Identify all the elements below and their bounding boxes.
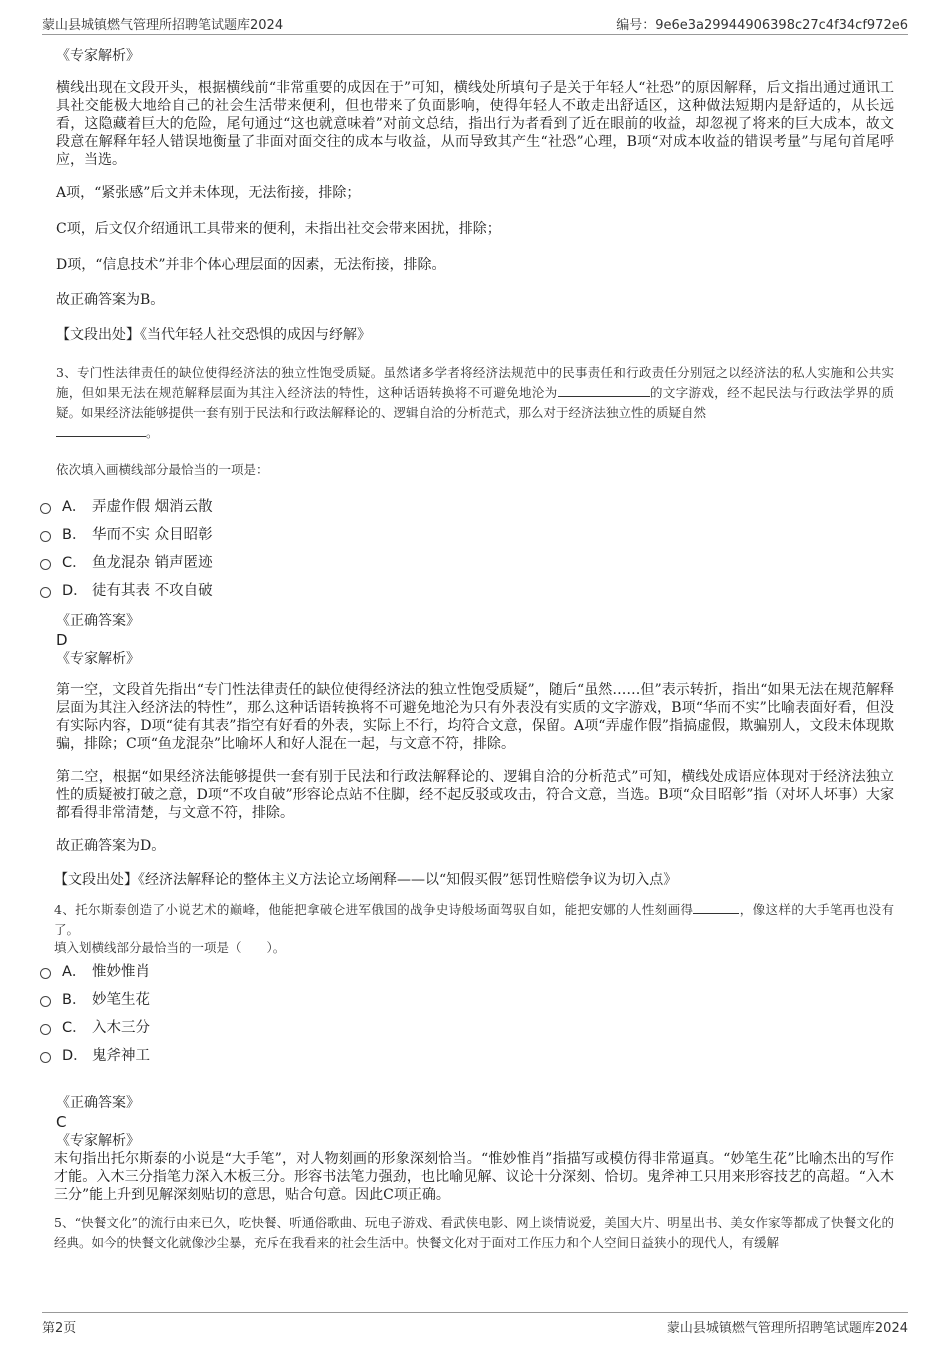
q4-stem-part1: 4、托尔斯泰创造了小说艺术的巅峰，他能把拿破仑进军俄国的战争史诗般场面驾驭自如，能把安娜的人性刻画得: [54, 902, 694, 917]
header-serial: 编号：9e6e3a29944906398c27c4f34cf972e6: [616, 18, 908, 33]
footer-page-number: 第2页: [42, 1321, 77, 1336]
option-letter: C．: [62, 1020, 87, 1036]
q3-stem: [56, 363, 894, 443]
radio-icon[interactable]: [40, 996, 51, 1007]
radio-icon[interactable]: [40, 531, 51, 542]
q4-analysis-label: 《专家解析》: [56, 1133, 140, 1149]
option-letter: D．: [62, 583, 88, 599]
q2-analysis-a: A项，“紧张感”后文并未体现，无法衔接，排除；: [56, 185, 361, 201]
page-content: [56, 44, 894, 1253]
option-text: 弄虚作假 烟消云散: [92, 499, 213, 515]
q3-blank-1: [558, 384, 650, 397]
option-text: 徒有其表 不攻自破: [92, 583, 213, 599]
q3-stem-part1: 3、专门性法律责任的缺位使得经济法的独立性饱受质疑。虽然诸多学者将经济法规范中的民事责任和行政责任分别冠之以经济法的私人实施和公共实施，但如果无法在规范解释层面为其注入经济法的特性，这种话语转换将不可避免地沦为: [56, 365, 894, 400]
q4-option-d[interactable]: [0, 1042, 894, 1070]
q3-prompt: 依次填入画横线部分最恰当的一项是：: [56, 462, 269, 477]
q3-analysis-label: 《专家解析》: [56, 651, 140, 667]
radio-icon[interactable]: [40, 559, 51, 570]
option-text: 华而不实 众目昭彰: [92, 527, 213, 543]
q4-option-a[interactable]: [0, 958, 894, 986]
radio-icon[interactable]: [40, 1052, 51, 1063]
radio-icon[interactable]: [40, 968, 51, 979]
page-header: [42, 12, 908, 35]
q5-stem: 5、“快餐文化”的流行由来已久，吃快餐、听通俗歌曲、玩电子游戏、看武侠电影、网上谈情说爱，美国大片、明星出书、美女作家等都成了快餐文化的经典。如今的快餐文化就像沙尘暴，充斥在我看来的社会生活中。快餐文化对于面对工作压力和个人空间日益狭小的现代人，有缓解: [54, 1215, 894, 1250]
q3-blank-2: [56, 424, 146, 437]
option-text: 入木三分: [92, 1020, 150, 1036]
q3-answer: D: [56, 631, 68, 649]
q3-option-b[interactable]: [0, 521, 894, 549]
q4-prompt: 填入划横线部分最恰当的一项是（ ）。: [54, 940, 286, 955]
radio-icon[interactable]: [40, 503, 51, 514]
q2-analysis-label: 《专家解析》: [56, 48, 140, 64]
option-letter: B．: [62, 527, 87, 543]
q4-analysis: 末句指出托尔斯泰的小说是“大手笔”，对人物刻画的形象深刻恰当。“惟妙惟肖”指描写或模仿得非常逼真。“妙笔生花”比喻杰出的写作才能。入木三分指笔力深入木板三分。形容书法笔力强劲，也比喻见解、议论十分深刻、恰切。鬼斧神工只用来形容技艺的高超。“入木三分”能上升到见解深刻贴切的意思，贴合句意。因此C项正确。: [54, 1151, 894, 1203]
q3-conclusion: 故正确答案为D。: [56, 838, 166, 854]
q3-options: [0, 493, 894, 605]
header-title: 蒙山县城镇燃气管理所招聘笔试题库2024: [42, 18, 284, 33]
radio-icon[interactable]: [40, 587, 51, 598]
option-letter: C．: [62, 555, 87, 571]
q3-option-d[interactable]: [0, 577, 894, 605]
option-text: 惟妙惟肖: [92, 964, 150, 980]
q2-analysis-paragraph: 横线出现在文段开头，根据横线前“非常重要的成因在于”可知，横线处所填句子是关于年轻人“社恐”的原因解释，后文指出通过通讯工具社交能极大地给自己的社会生活带来便利，但也带来了负面影响，使得年轻人不敢走出舒适区，这种做法短期内是舒适的，从长远看，这隐藏着巨大的危险，尾句通过“这也就意味着”对前文总结，指出行为者看到了近在眼前的收益，却忽视了将来的巨大成本，故文段意在解释年轻人错误地衡量了非面对面交往的成本与收益，从而导致其产生“社恐”心理，B项“对成本收益的错误考量”与尾句首尾呼应，当选。: [56, 80, 894, 168]
q2-source: 【文段出处】《当代年轻人社交恐惧的成因与纾解》: [56, 327, 371, 343]
q4-option-b[interactable]: [0, 986, 894, 1014]
q3-analysis-1: 第一空，文段首先指出“专门性法律责任的缺位使得经济法的独立性饱受质疑”，随后“虽然……但”表示转折，指出“如果无法在规范解释层面为其注入经济法的特性”，那么这种话语转换将不可避免地沦为只有外表没有实质的文字游戏，B项“华而不实”比喻表面好看，但没有实际内容，D项“徒有其表”指空有好看的外表，实际上不行，均符合文意，保留。A项“弄虚作假”指搞虚假，欺骗别人，文段未体现欺骗，排除；C项“鱼龙混杂”比喻坏人和好人混在一起，与文意不符，排除。: [56, 682, 894, 752]
q4-answer-label: 《正确答案》: [56, 1095, 140, 1111]
q3-answer-label: 《正确答案》: [56, 613, 140, 629]
q3-option-a[interactable]: [0, 493, 894, 521]
footer-title: 蒙山县城镇燃气管理所招聘笔试题库2024: [666, 1321, 908, 1336]
q3-analysis-2: 第二空，根据“如果经济法能够提供一套有别于民法和行政法解释论的、逻辑自洽的分析范式”可知，横线处成语应体现对于经济法独立性的质疑被打破之意，D项“不攻自破”形容论点站不住脚，经不起反驳或攻击，符合文意，当选。B项“众目昭彰”指（对坏人坏事）大家都看得非常清楚，与文意不符，排除。: [56, 769, 894, 821]
q2-conclusion: 故正确答案为B。: [56, 292, 165, 308]
q4-options: [0, 958, 894, 1070]
q4-option-c[interactable]: [0, 1014, 894, 1042]
option-text: 妙笔生花: [92, 992, 150, 1008]
q3-option-c[interactable]: [0, 549, 894, 577]
option-letter: A．: [62, 499, 87, 515]
q2-analysis-c: C项，后文仅介绍通讯工具带来的便利，未指出社交会带来困扰，排除；: [56, 221, 501, 237]
option-letter: B．: [62, 992, 87, 1008]
q4-stem: [54, 900, 894, 940]
radio-icon[interactable]: [40, 1024, 51, 1035]
option-text: 鬼斧神工: [92, 1048, 150, 1064]
page-footer: [42, 1312, 908, 1335]
q3-stem-part2: 的文字游戏，经不起民法与行政法学界的质疑。如果经济法能够提供一套有别于民法和行政法解释论的、逻辑自洽的分析范式，那么对于经济法独立性的质疑自然: [56, 385, 894, 420]
q2-analysis-d: D项，“信息技术”并非个体心理层面的因素，无法衔接，排除。: [56, 257, 446, 273]
option-letter: D．: [62, 1048, 88, 1064]
q3-stem-part3: 。: [146, 425, 159, 440]
q3-source: 【文段出处】《经济法解释论的整体主义方法论立场阐释——以“知假买假”惩罚性赔偿争议为切入点》: [54, 872, 678, 888]
q4-blank: [693, 901, 739, 914]
q4-answer: C: [56, 1113, 67, 1131]
q4-stem-part2: ，像这样的大手笔再也没有了。: [54, 902, 894, 937]
option-text: 鱼龙混杂 销声匿迹: [92, 555, 213, 571]
option-letter: A．: [62, 964, 87, 980]
